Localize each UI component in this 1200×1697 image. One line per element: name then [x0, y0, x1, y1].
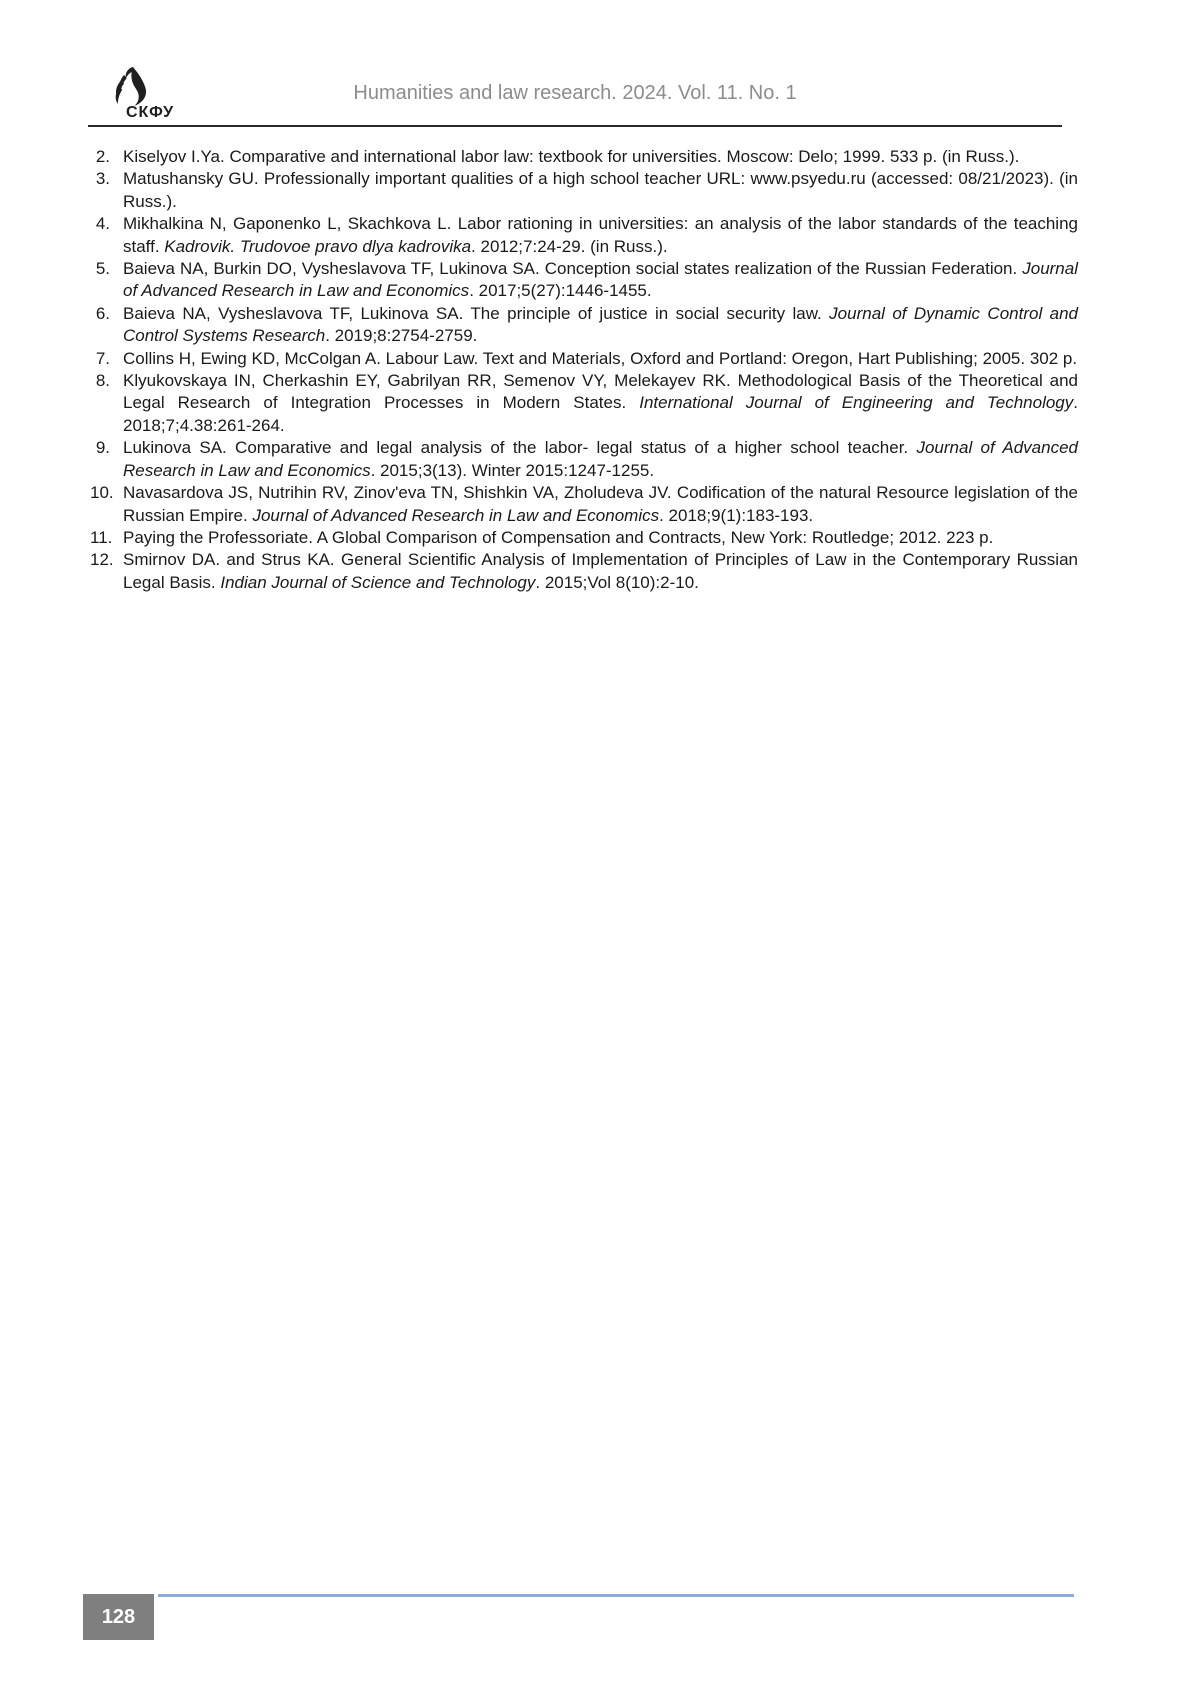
reference-text: Mikhalkina N, Gaponenko L, Skachkova L. Labor rationing in universities: an analysis of the labor standards of the teaching staff. Kadrovik. Trudovoe pravo dlya kadrovika. 2012;7:24-29. (in Russ.).: [123, 214, 1078, 256]
reference-number: 12.: [90, 550, 114, 570]
reference-number: 4.: [95, 214, 110, 234]
page-number-badge: [83, 1594, 154, 1640]
reference-text: Navasardova JS, Nutrihin RV, Zinov'eva TN, Shishkin VA, Zholudeva JV. Codification of the natural Resource legislation of the Russian Empire. Journal of Advanced Research in Law and Economics. 2018;9(1):183-193.: [123, 483, 1078, 525]
reference-text: Collins H, Ewing KD, McColgan A. Labour Law. Text and Materials, Oxford and Portland: Oregon, Hart Publishing; 2005. 302 p.: [123, 348, 1078, 368]
reference-number: 3.: [95, 169, 110, 189]
reference-item: [90, 437, 1078, 482]
reference-item: [90, 303, 1078, 348]
page-header: [88, 56, 1062, 127]
reference-list: [90, 146, 1078, 594]
reference-item: [90, 549, 1078, 594]
reference-item: [90, 213, 1078, 258]
reference-text: Baieva NA, Burkin DO, Vysheslavova TF, Lukinova SA. Conception social states realization of the Russian Federation. Journal of Advanced Research in Law and Economics. 2017;5(27):1446-1455.: [123, 259, 1078, 301]
reference-text: Baieva NA, Vysheslavova TF, Lukinova SA. The principle of justice in social security law. Journal of Dynamic Control and Control Systems Research. 2019;8:2754-2759.: [123, 303, 1078, 346]
reference-number: 8.: [95, 371, 110, 391]
reference-number: 10.: [90, 483, 114, 503]
reference-item: [90, 348, 1078, 370]
page-number: 128: [101, 1605, 136, 1628]
reference-number: 9.: [95, 438, 110, 458]
reference-number: 6.: [95, 303, 110, 323]
reference-text: Kiselyov I.Ya. Comparative and international labor law: textbook for universities. Moscow: Delo; 1999. 533 p. (in Russ.).: [123, 147, 1020, 166]
reference-text: Lukinova SA. Comparative and legal analysis of the labor- legal status of a higher school teacher. Journal of Advanced Research in Law and Economics. 2015;3(13). Winter 2015:1247-1255.: [123, 438, 1078, 480]
reference-item: [90, 258, 1078, 303]
header-rule: [88, 125, 1062, 127]
reference-item: [90, 146, 1078, 168]
reference-text: Klyukovskaya IN, Cherkashin EY, Gabrilyan RR, Semenov VY, Melekayev RK. Methodological Basis of the Theoretical and Legal Research of Integration Processes in Modern States. International Journal of Engineering and Technology. 2018;7;4.38:261-264.: [123, 371, 1078, 435]
reference-number: 7.: [95, 348, 110, 368]
reference-text: Matushansky GU. Professionally important qualities of a high school teacher URL: www.psyedu.ru (accessed: 08/21/2023). (in Russ.).: [123, 169, 1078, 211]
journal-title: Humanities and law research. 2024. Vol. 11. No. 1: [353, 82, 797, 104]
reference-item: [90, 370, 1078, 437]
logo-text: СКФУ: [126, 104, 175, 121]
reference-item: [90, 482, 1078, 527]
footer-rule: [158, 1594, 1074, 1597]
reference-text: Paying the Professoriate. A Global Comparison of Compensation and Contracts, New York: Routledge; 2012. 223 p.: [123, 527, 994, 547]
reference-text: Smirnov DA. and Strus KA. General Scientific Analysis of Implementation of Principles of Law in the Contemporary Russian Legal Basis. Indian Journal of Science and Technology. 2015;Vol 8(10):2-10.: [123, 550, 1078, 592]
reference-number: 5.: [95, 259, 110, 279]
reference-number: 11.: [90, 527, 113, 547]
reference-number: 2.: [95, 147, 110, 166]
reference-item: [90, 168, 1078, 213]
reference-item: [90, 527, 1078, 549]
